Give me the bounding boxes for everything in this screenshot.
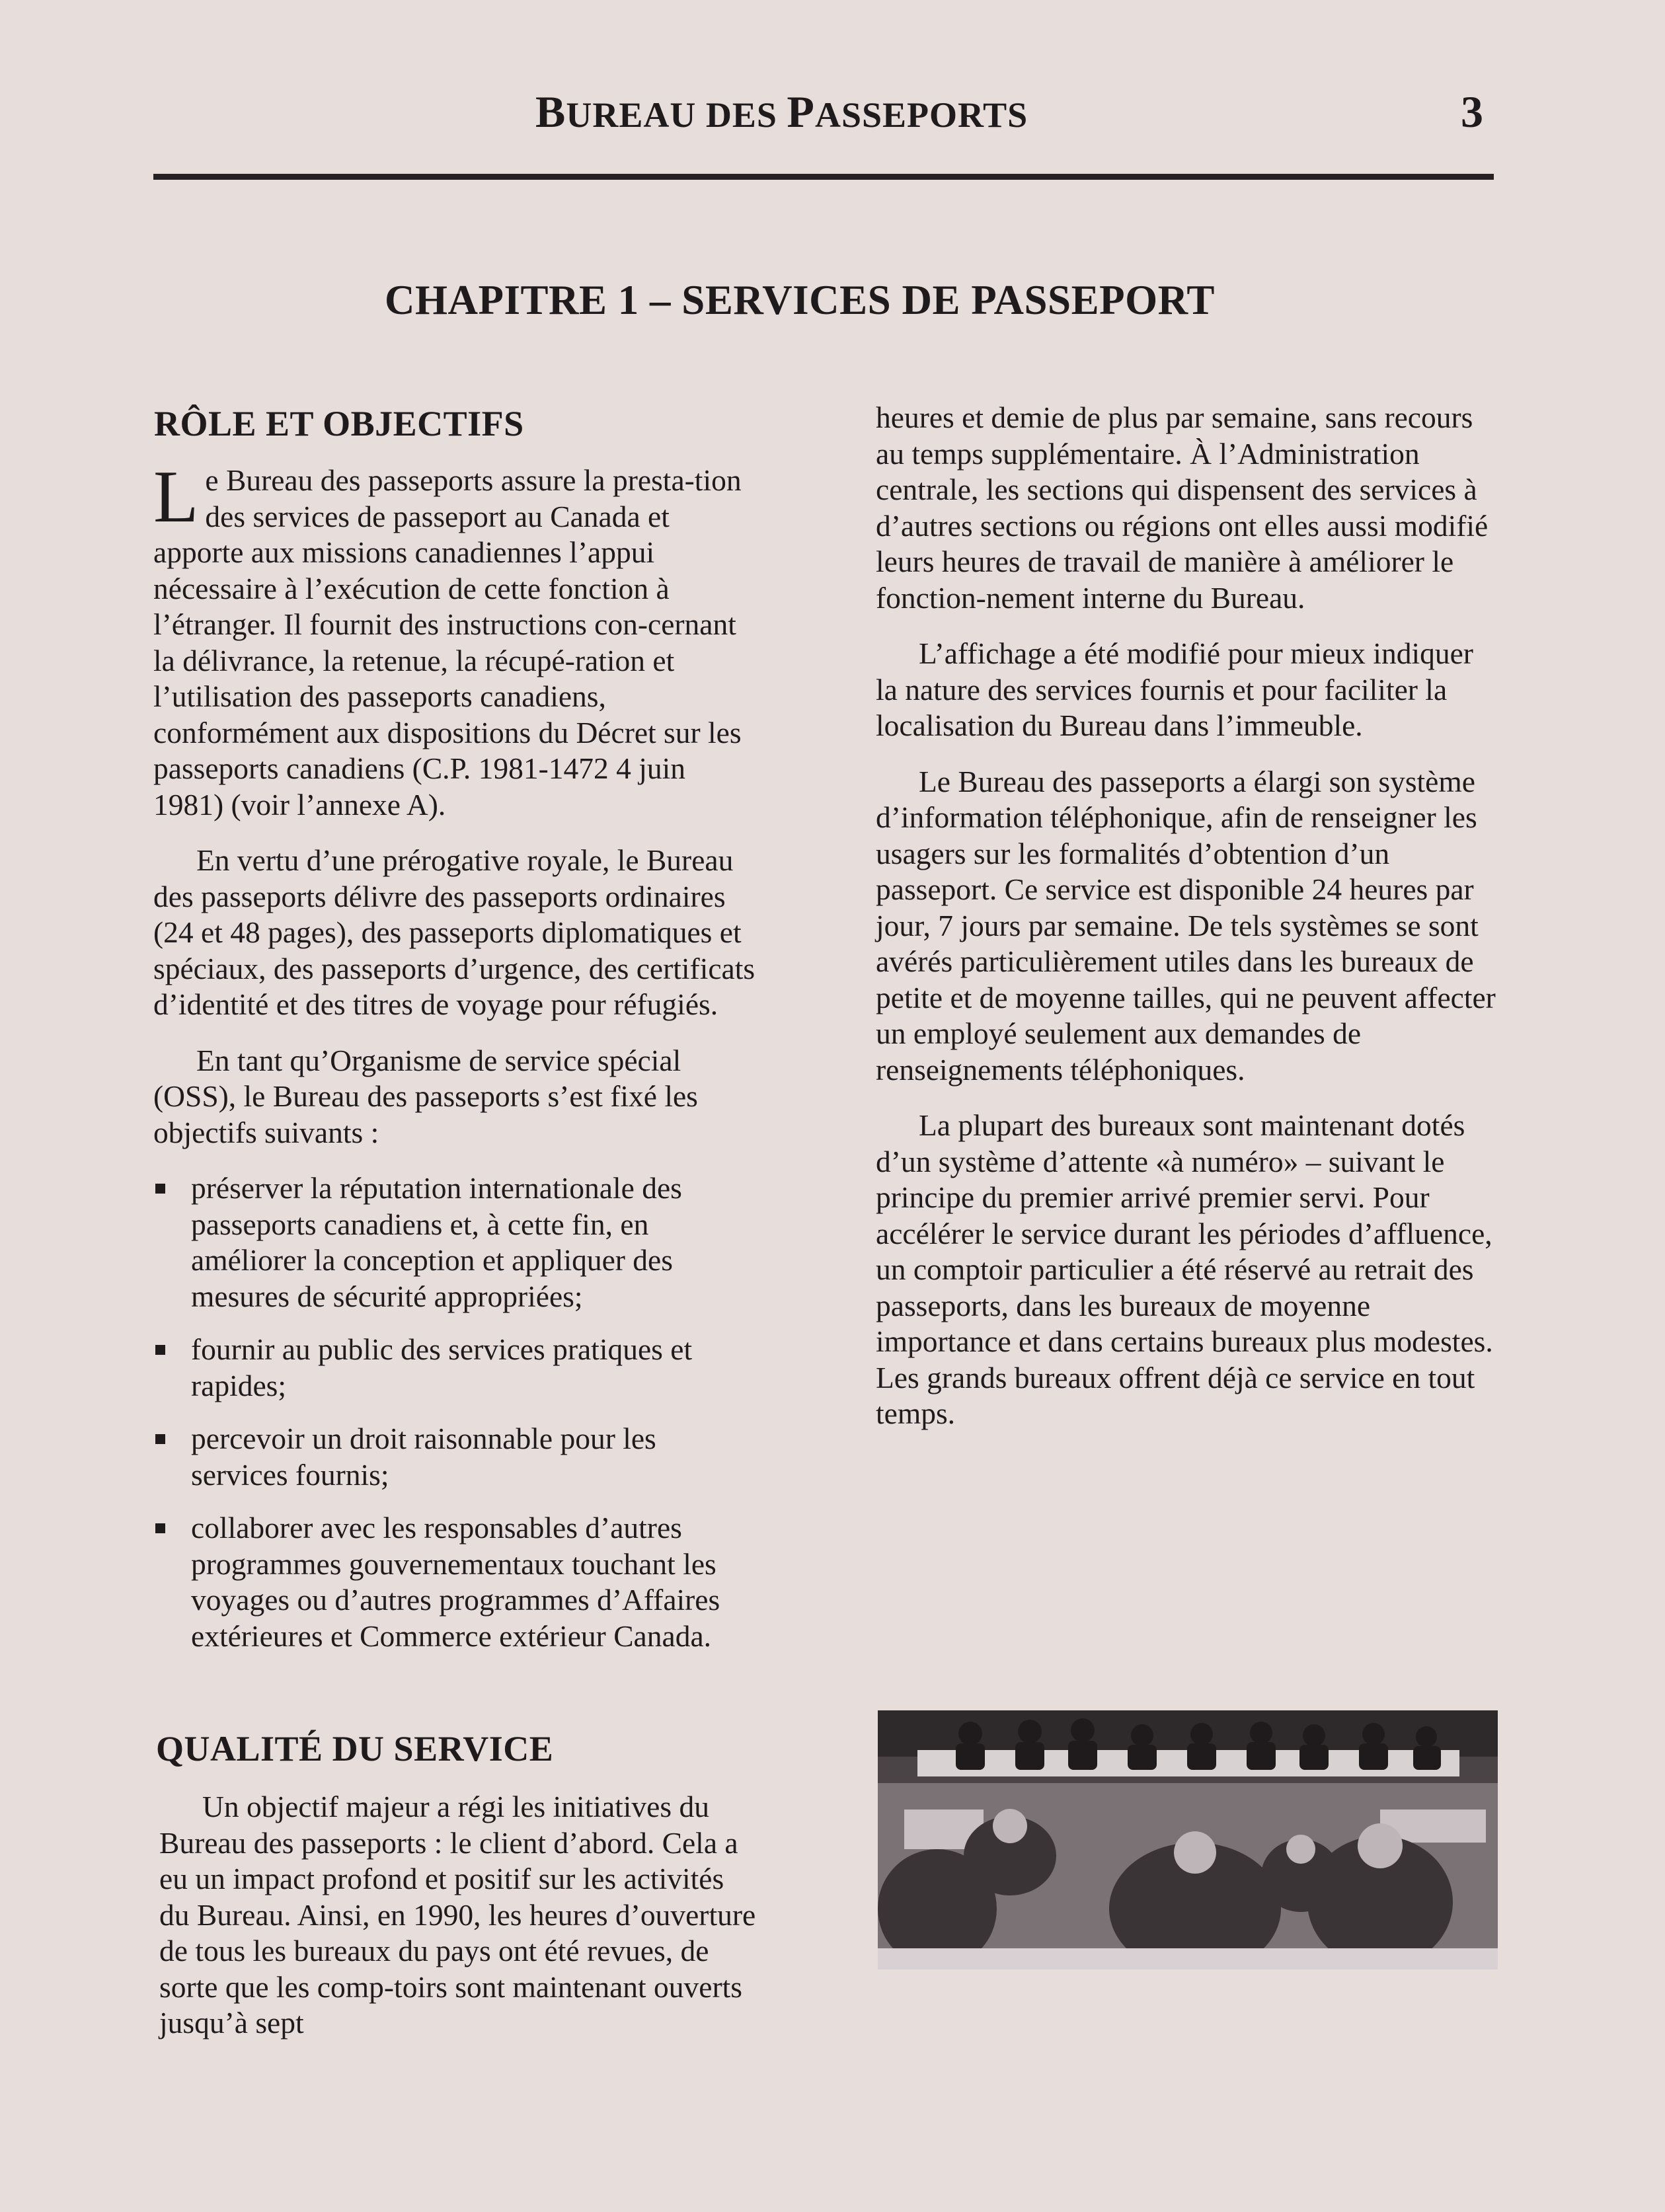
left-column-upper: [153, 456, 756, 1671]
meeting-photo-illustration: [878, 1710, 1498, 1969]
paragraph: En vertu d’une prérogative royale, le Bureau des passeports délivre des passeports ordinaires (24 et 48 pages), des passeports diplomatiques et spéciaux, des passeports d’urgence, des certificats d’identité et des titres de voyage pour réfugiés.: [153, 843, 755, 1021]
square-bullet-icon: [155, 1184, 165, 1194]
chapter-title: CHAPITRE 1 – SERVICES DE PASSEPORT: [385, 277, 1215, 323]
section-heading-quality: QUALITÉ DU SERVICE: [156, 1729, 554, 1769]
list-item-text: percevoir un droit raisonnable pour les services fournis;: [191, 1422, 656, 1492]
list-item-text: fournir au public des services pratiques et rapides;: [191, 1332, 693, 1402]
paragraph: heures et demie de plus par semaine, sans recours au temps supplémentaire. À l’Administration centrale, les sections qui dispensent des services à d’autres sections ou régions ont elles aussi modifié leurs heures de travail de manière à améliorer le fonction-nement interne du Bureau.: [876, 400, 1489, 615]
running-header: [535, 86, 1028, 138]
paragraph: Le Bureau des passeports a élargi son système d’information téléphonique, afin de renseigner les usagers sur les formalités d’obtention d’un passeport. Ce service est disponible 24 heures par jour, 7 jours par semaine. De tels systèmes se sont avérés particulièrement utiles dans les bureaux de petite et de moyenne tailles, qui ne peuvent affecter un employé seulement aux demandes de renseignements téléphoniques.: [876, 764, 1496, 1087]
paragraph: La plupart des bureaux sont maintenant dotés d’un système d’attente «à numéro» – suivant le principe du premier arrivé premier servi. Pour accélérer le service durant les périodes d’affluence, un comptoir particulier a été réservé au retrait des passeports, dans les bureaux de moyenne importance et dans certains bureaux plus modestes. Les grands bureaux offrent déjà ce service en tout temps.: [876, 1108, 1493, 1430]
section-heading-role: RÔLE ET OBJECTIFS: [154, 404, 524, 443]
meeting-photo: [878, 1710, 1498, 1969]
list-item-text: préserver la réputation internationale des passeports canadiens et, à cette fin, en améliorer la conception et appliquer des mesures de sécurité appropriées;: [191, 1171, 682, 1313]
header-rule: [153, 174, 1494, 180]
objectives-list: [153, 1170, 756, 1654]
list-item-text: collaborer avec les responsables d’autres programmes gouvernementaux touchant les voyages ou d’autres programmes d’Affaires extérieures et Commerce extérieur Canada.: [191, 1511, 720, 1653]
right-column: [876, 400, 1500, 1452]
square-bullet-icon: [155, 1434, 165, 1444]
paragraph-text: e Bureau des passeports assure la presta-tion des services de passeport au Canada et apporte aux missions canadiennes l’appui nécessaire à l’exécution de cette fonction à l’étranger. Il fournit des instructions con-cernant la délivrance, la retenue, la récupé-ration et l’utilisation des passeports canadiens, conformément aux dispositions du Décret sur les passeports canadiens (C.P. 1981-1472 4 juin 1981) (voir l’annexe A).: [153, 463, 742, 821]
paragraph: Un objectif majeur a régi les initiatives du Bureau des passeports : le client d’abord. Cela a eu un impact profond et positif sur les activités du Bureau. Ainsi, en 1990, les heures d’ouverture de tous les bureaux du pays ont été revues, de sorte que les comp-toirs sont maintenant ouverts jusqu’à sept: [159, 1790, 756, 2040]
header-text: ASSEPORTS: [814, 95, 1028, 135]
header-text: UREAU DES: [566, 95, 787, 135]
list-item: [153, 1332, 756, 1404]
paragraph: En tant qu’Organisme de service spécial (OSS), le Bureau des passeports s’est fixé les objectifs suivants :: [153, 1043, 698, 1149]
list-item: [153, 1421, 756, 1493]
list-item: [153, 1510, 756, 1654]
drop-cap: L: [153, 456, 199, 538]
list-item: [153, 1170, 756, 1315]
header-letter: P: [787, 87, 815, 137]
paragraph: [153, 456, 756, 823]
left-column-lower: [159, 1789, 761, 2061]
square-bullet-icon: [155, 1523, 165, 1533]
header-letter: B: [535, 87, 566, 137]
paragraph: L’affichage a été modifié pour mieux indiquer la nature des services fournis et pour faciliter la localisation du Bureau dans l’immeuble.: [876, 636, 1473, 742]
square-bullet-icon: [155, 1345, 165, 1355]
page-number: 3: [1461, 87, 1483, 137]
